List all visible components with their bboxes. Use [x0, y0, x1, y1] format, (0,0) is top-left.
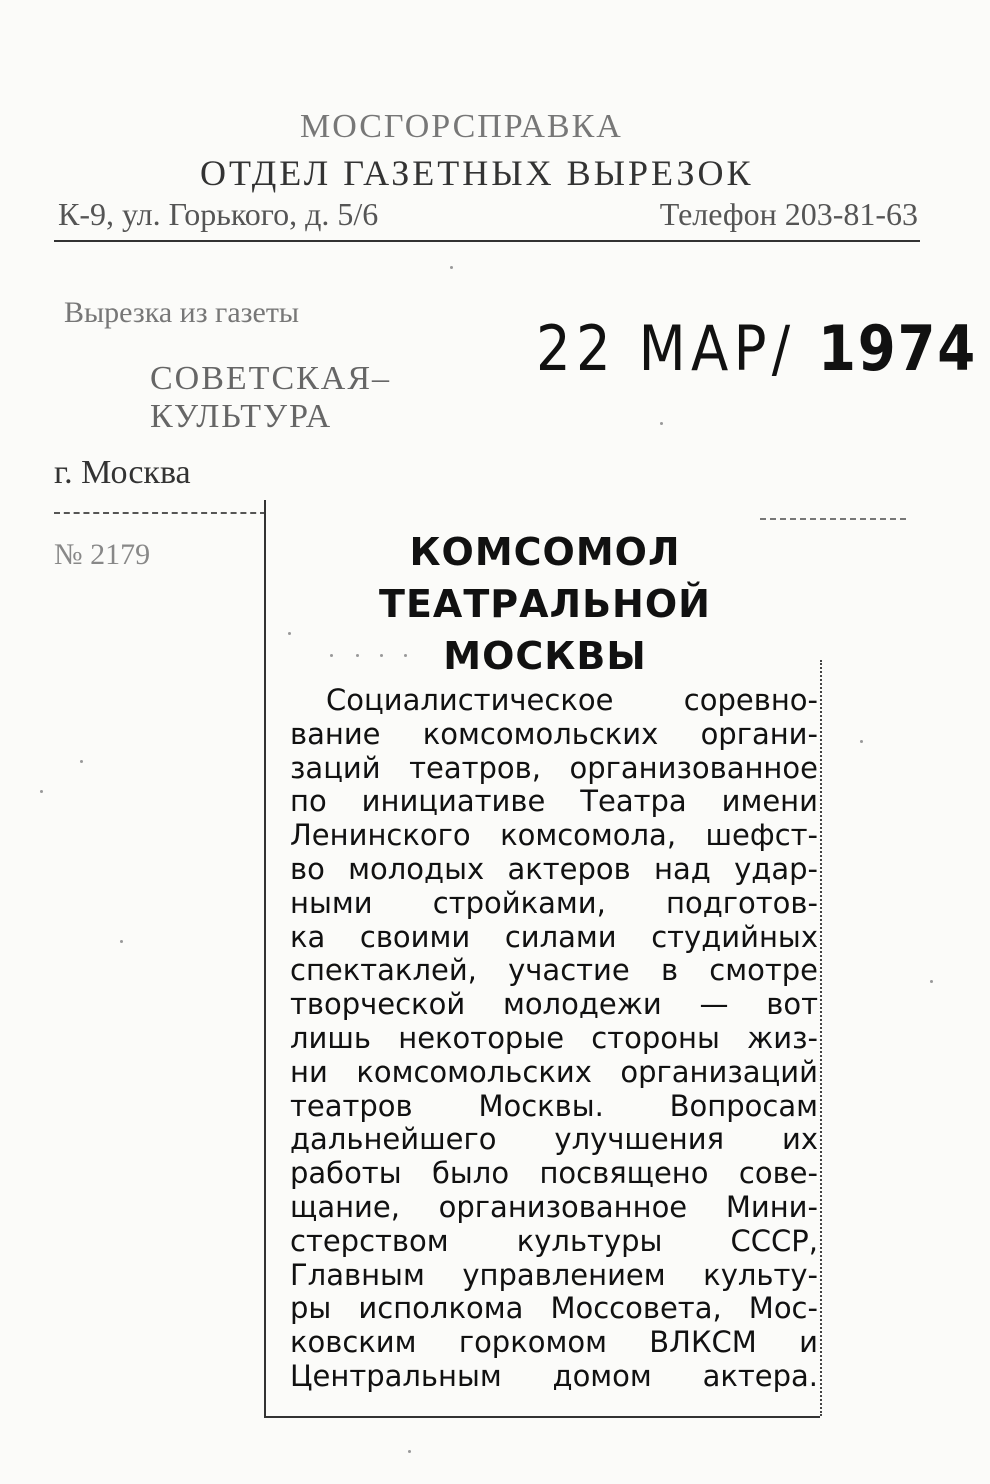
- article-line: [290, 1259, 818, 1293]
- article-word: комсомольских: [356, 1054, 592, 1089]
- article-headline: [330, 526, 760, 682]
- article-word: в: [660, 953, 679, 988]
- article-word: Ленинского: [290, 818, 471, 853]
- article-word: их: [781, 1122, 818, 1157]
- article-word: имени: [721, 784, 818, 819]
- article-word: соревно-: [683, 683, 818, 717]
- article-word: инициативе: [361, 784, 546, 819]
- article-word: культуры: [516, 1223, 663, 1258]
- article-word: над: [654, 851, 711, 886]
- article-word: Мос-: [748, 1291, 818, 1326]
- article-word: театров,: [409, 750, 541, 785]
- article-word: улучшения: [554, 1122, 725, 1157]
- article-word: молодых: [348, 851, 485, 886]
- article-line: [290, 752, 818, 786]
- article-word: органи-: [700, 716, 818, 751]
- article-body: [290, 684, 818, 1394]
- article-line: [290, 954, 818, 988]
- date-stamp: [536, 312, 977, 385]
- article-line: [290, 1191, 818, 1225]
- article-word: студийных: [651, 919, 818, 954]
- article-word: работы: [290, 1156, 402, 1191]
- date-year: 1974: [818, 312, 977, 385]
- article-word: жиз-: [747, 1020, 818, 1055]
- headline-line: КОМСОМОЛ: [409, 530, 681, 574]
- left-divider: [54, 512, 266, 514]
- article-word: комсомольских: [422, 716, 659, 751]
- article-line: [290, 1292, 818, 1326]
- article-word: ВЛКСМ: [649, 1325, 757, 1360]
- article-word: молодежи: [502, 987, 662, 1022]
- agency-phone: Телефон 203-81-63: [659, 196, 918, 232]
- article-word: Москвы.: [478, 1088, 604, 1123]
- article-word: сове-: [738, 1156, 818, 1191]
- article-word: организованное: [438, 1189, 688, 1224]
- article-border-right: [820, 660, 822, 1416]
- article-word: СССР,: [730, 1223, 818, 1258]
- article-word: Главным: [290, 1257, 425, 1292]
- article-word: организаций: [620, 1054, 818, 1089]
- article-word: домом: [552, 1358, 652, 1393]
- article-word: Моссовета,: [550, 1291, 722, 1326]
- article-word: исполкома: [358, 1291, 524, 1326]
- article-word: творческой: [290, 987, 466, 1022]
- article-border-left: [264, 500, 266, 1418]
- article-word: шефст-: [705, 818, 818, 853]
- article-line: [290, 853, 818, 887]
- article-line: [290, 1123, 818, 1157]
- article-word: дальнейшего: [290, 1122, 497, 1157]
- article-word: организованное: [569, 750, 818, 785]
- article-word: силами: [504, 919, 617, 954]
- clipping-label: Вырезка из газеты: [64, 296, 300, 329]
- article-word: посвящено: [539, 1156, 709, 1191]
- article-word: удар-: [734, 851, 818, 886]
- article-word: горкомом: [458, 1325, 607, 1360]
- article-word: было: [432, 1156, 510, 1191]
- article-word: Вопросам: [669, 1088, 818, 1123]
- article-line: [290, 988, 818, 1022]
- article-word: актера.: [702, 1358, 818, 1393]
- article-word: стерством: [290, 1223, 449, 1258]
- article-line: [290, 921, 818, 955]
- article-word: лишь: [290, 1020, 372, 1055]
- clipping-number: № 2179: [54, 538, 151, 571]
- article-word: ни: [290, 1054, 328, 1089]
- article-line: [290, 1056, 818, 1090]
- department-name: ОТДЕЛ ГАЗЕТНЫХ ВЫРЕЗОК: [200, 153, 754, 193]
- article-word: стороны: [591, 1020, 720, 1055]
- article-line: [290, 819, 818, 853]
- agency-name: МОСГОРСПРАВКА: [300, 108, 623, 145]
- article-word: и: [799, 1325, 818, 1360]
- right-divider: [760, 518, 906, 520]
- article-line: [290, 1326, 818, 1360]
- article-word: Театра: [580, 784, 687, 819]
- article-word: ры: [290, 1291, 332, 1326]
- article-word: смотре: [709, 953, 818, 988]
- article-word: щание,: [290, 1189, 400, 1224]
- header-rule: [54, 240, 920, 242]
- article-word: вот: [766, 987, 818, 1022]
- article-word: Центральным: [290, 1358, 502, 1393]
- article-line: [290, 718, 818, 752]
- article-line: [290, 1157, 818, 1191]
- article-word: управлением: [462, 1257, 666, 1292]
- article-line: [290, 1360, 818, 1394]
- article-word: спектаклей,: [290, 953, 477, 988]
- article-word: во: [290, 851, 325, 886]
- article-word: ковским: [290, 1325, 417, 1360]
- headline-line: ТЕАТРАЛЬНОЙ: [379, 582, 711, 626]
- article-word: Мини-: [725, 1189, 818, 1224]
- article-line: [290, 1022, 818, 1056]
- article-line: [290, 1225, 818, 1259]
- newspaper-name: СОВЕТСКАЯ– КУЛЬТУРА: [150, 360, 392, 435]
- article-word: культу-: [703, 1257, 818, 1292]
- article-word: некоторые: [398, 1020, 565, 1055]
- article-line: [290, 785, 818, 819]
- date-day-month: 22 МАР: [536, 312, 772, 385]
- article-word: актеров: [507, 851, 631, 886]
- article-word: вание: [290, 716, 381, 751]
- article-word: —: [699, 987, 729, 1022]
- article-word: заций: [290, 750, 381, 785]
- article-border-bottom: [264, 1416, 820, 1418]
- headline-line: МОСКВЫ: [443, 634, 647, 678]
- article-word: театров: [290, 1088, 413, 1123]
- article-word: стройками,: [432, 885, 606, 920]
- article-line: [290, 1090, 818, 1124]
- article-line: [290, 684, 818, 718]
- article-line: [290, 887, 818, 921]
- article-word: участие: [508, 953, 630, 988]
- article-word: комсомола,: [500, 818, 677, 853]
- article-word: ными: [290, 885, 373, 920]
- date-separator: /: [771, 312, 819, 385]
- article-word: своими: [359, 919, 471, 954]
- article-word: по: [290, 784, 327, 819]
- article-word: подготов-: [666, 885, 818, 920]
- city-label: г. Москва: [54, 454, 191, 491]
- article-word: Социалистическое: [326, 683, 614, 717]
- agency-address: К-9, ул. Горького, д. 5/6: [58, 196, 379, 232]
- article-word: ка: [290, 919, 326, 954]
